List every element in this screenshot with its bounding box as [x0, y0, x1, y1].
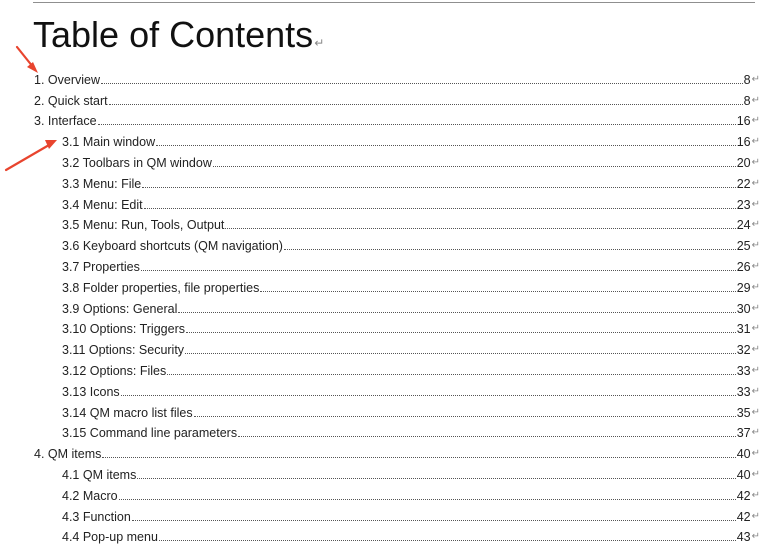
toc-entry-page-number: 22	[736, 176, 751, 191]
toc-entry-label: 3. Interface	[34, 114, 97, 129]
dot-leader	[121, 395, 736, 396]
dot-leader	[213, 166, 736, 167]
toc-entry[interactable]	[0, 254, 774, 275]
toc-entry[interactable]	[0, 150, 774, 171]
toc-entry-page-number: 42	[736, 509, 751, 524]
toc-entry-label: 3.15 Command line parameters	[62, 426, 238, 441]
toc-entry[interactable]	[0, 67, 774, 88]
toc-entry-label: 3.3 Menu: File	[62, 176, 142, 191]
toc-entry[interactable]	[0, 379, 774, 400]
paragraph-mark-icon: ↵	[751, 427, 760, 439]
toc-entry[interactable]	[0, 421, 774, 442]
dot-leader	[144, 208, 736, 209]
paragraph-mark-icon: ↵	[751, 260, 760, 272]
toc-entry[interactable]	[0, 504, 774, 525]
toc-entry[interactable]	[0, 358, 774, 379]
toc-entry-page-number: 37	[736, 426, 751, 441]
toc-entry-page-number: 35	[736, 405, 751, 420]
toc-entry-label: 3.10 Options: Triggers	[62, 322, 185, 337]
dot-leader	[132, 520, 736, 521]
paragraph-mark-icon: ↵	[751, 468, 760, 480]
dot-leader	[156, 145, 736, 146]
toc-entry-page-number: 26	[736, 259, 751, 274]
toc-entry[interactable]	[0, 337, 774, 358]
dot-leader	[260, 291, 735, 292]
toc-entry[interactable]	[0, 88, 774, 109]
toc-entry[interactable]	[0, 275, 774, 296]
toc-entry[interactable]	[0, 109, 774, 130]
paragraph-mark-icon: ↵	[751, 344, 760, 356]
paragraph-mark-icon: ↵	[751, 531, 760, 543]
paragraph-mark-icon: ↵	[751, 177, 760, 189]
dot-leader	[284, 249, 736, 250]
toc-entry-page-number: 24	[736, 218, 751, 233]
paragraph-mark-icon: ↵	[751, 510, 760, 522]
toc-entry-page-number: 8	[743, 93, 751, 108]
paragraph-mark-icon: ↵	[751, 73, 760, 85]
toc-entry-label: 3.12 Options: Files	[62, 363, 167, 378]
toc-entry-label: 1. Overview	[34, 72, 100, 87]
paragraph-mark-icon: ↵	[751, 94, 760, 106]
paragraph-mark-icon: ↵	[751, 156, 760, 168]
toc-entry-page-number: 40	[736, 447, 751, 462]
dot-leader	[137, 478, 735, 479]
paragraph-mark-icon: ↵	[314, 36, 325, 50]
toc-entry-label: 3.8 Folder properties, file properties	[62, 280, 260, 295]
toc-entry-page-number: 42	[736, 488, 751, 503]
toc-entry-page-number: 33	[736, 363, 751, 378]
toc-entry-page-number: 30	[736, 301, 751, 316]
toc-entry[interactable]	[0, 192, 774, 213]
toc-entry[interactable]	[0, 129, 774, 150]
toc-entry-label: 4.1 QM items	[62, 467, 137, 482]
dot-leader	[159, 540, 736, 541]
toc-entry-label: 3.11 Options: Security	[62, 343, 185, 358]
dot-leader	[102, 457, 735, 458]
toc-entry-label: 3.1 Main window	[62, 135, 156, 150]
toc-entry[interactable]	[0, 317, 774, 338]
dot-leader	[238, 436, 736, 437]
toc-entry-page-number: 29	[736, 280, 751, 295]
dot-leader	[185, 353, 736, 354]
toc-entry[interactable]	[0, 296, 774, 317]
toc-entry-label: 3.13 Icons	[62, 384, 120, 399]
toc-entry-page-number: 20	[736, 155, 751, 170]
paragraph-mark-icon: ↵	[751, 302, 760, 314]
dot-leader	[119, 499, 736, 500]
dot-leader	[109, 104, 743, 105]
toc-entry-page-number: 16	[736, 135, 751, 150]
toc-entry-label: 4.2 Macro	[62, 488, 118, 503]
toc-entry-page-number: 43	[736, 530, 751, 545]
toc-entry-label: 3.7 Properties	[62, 259, 140, 274]
toc-entry-label: 3.2 Toolbars in QM window	[62, 155, 212, 170]
paragraph-mark-icon: ↵	[751, 136, 760, 148]
toc-entry-label: 3.4 Menu: Edit	[62, 197, 143, 212]
dot-leader	[194, 416, 736, 417]
toc-entry[interactable]	[0, 525, 774, 545]
dot-leader	[186, 332, 736, 333]
toc-entry-page-number: 40	[736, 467, 751, 482]
toc-entry-label: 4.4 Pop-up menu	[62, 530, 158, 545]
toc-heading	[33, 12, 324, 66]
toc-entry-label: 4. QM items	[34, 447, 102, 462]
paragraph-mark-icon: ↵	[751, 323, 760, 335]
toc-entry-page-number: 33	[736, 384, 751, 399]
paragraph-mark-icon: ↵	[751, 385, 760, 397]
toc-entry-page-number: 8	[743, 72, 751, 87]
paragraph-mark-icon: ↵	[751, 198, 760, 210]
paragraph-mark-icon: ↵	[751, 489, 760, 501]
top-rule	[33, 2, 755, 3]
toc-entry-page-number: 25	[736, 239, 751, 254]
toc-entry-label: 3.5 Menu: Run, Tools, Output	[62, 218, 225, 233]
toc-list	[0, 67, 774, 545]
toc-entry-label: 3.9 Options: General	[62, 301, 178, 316]
toc-entry-label: 3.14 QM macro list files	[62, 405, 193, 420]
toc-entry[interactable]	[0, 171, 774, 192]
toc-entry[interactable]	[0, 233, 774, 254]
paragraph-mark-icon: ↵	[751, 240, 760, 252]
toc-entry[interactable]	[0, 213, 774, 234]
dot-leader	[225, 228, 735, 229]
paragraph-mark-icon: ↵	[751, 115, 760, 127]
dot-leader	[141, 270, 736, 271]
toc-entry-label: 4.3 Function	[62, 509, 131, 524]
dot-leader	[98, 124, 736, 125]
toc-heading-text: Table of Contents	[33, 14, 314, 55]
dot-leader	[178, 312, 735, 313]
paragraph-mark-icon: ↵	[751, 406, 760, 418]
dot-leader	[167, 374, 735, 375]
toc-entry-page-number: 23	[736, 197, 751, 212]
paragraph-mark-icon: ↵	[751, 364, 760, 376]
dot-leader	[101, 83, 743, 84]
toc-entry[interactable]	[0, 441, 774, 462]
dot-leader	[142, 187, 735, 188]
toc-entry-label: 2. Quick start	[34, 93, 108, 108]
toc-entry-page-number: 16	[736, 114, 751, 129]
toc-entry-page-number: 31	[736, 322, 751, 337]
toc-entry[interactable]	[0, 483, 774, 504]
toc-entry-page-number: 32	[736, 343, 751, 358]
toc-entry[interactable]	[0, 462, 774, 483]
toc-entry-label: 3.6 Keyboard shortcuts (QM navigation)	[62, 239, 283, 254]
paragraph-mark-icon: ↵	[751, 281, 760, 293]
toc-entry[interactable]	[0, 400, 774, 421]
paragraph-mark-icon: ↵	[751, 219, 760, 231]
paragraph-mark-icon: ↵	[751, 448, 760, 460]
